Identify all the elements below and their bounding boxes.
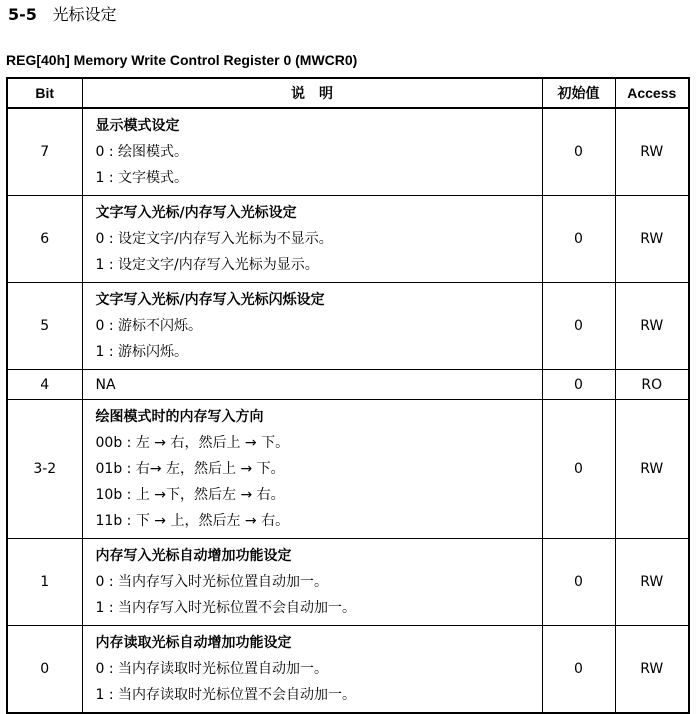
description-cell <box>82 539 542 626</box>
bit-cell: 0 <box>7 626 82 714</box>
bit-cell: 6 <box>7 196 82 283</box>
section-number: 5-5 <box>8 5 37 24</box>
initial-value-cell: 0 <box>542 283 615 370</box>
initial-value-cell: 0 <box>542 400 615 539</box>
description-title: 显示模式设定 <box>95 118 180 134</box>
initial-value-cell: 0 <box>542 108 615 196</box>
access-cell: RW <box>615 626 689 714</box>
bit-cell: 7 <box>7 108 82 196</box>
description-line: 0 : 当内存写入时光标位置自动加一。 <box>95 574 329 590</box>
header-access: Access <box>615 78 689 108</box>
header-initial-value: 初始值 <box>542 78 615 108</box>
description-line: 1 : 当内存写入时光标位置不会自动加一。 <box>95 600 357 616</box>
description-cell <box>82 196 542 283</box>
description-line: 1 : 设定文字/内存写入光标为显示。 <box>95 257 319 273</box>
description-line: 0 : 设定文字/内存写入光标为不显示。 <box>95 231 333 247</box>
description-title: 文字写入光标/内存写入光标闪烁设定 <box>95 292 325 308</box>
description-cell <box>82 108 542 196</box>
initial-value-cell: 0 <box>542 196 615 283</box>
description-line: NA <box>95 377 116 393</box>
table-row <box>7 539 689 626</box>
table-header-row <box>7 78 689 108</box>
register-title: REG[40h] Memory Write Control Register 0 (MWCR0) <box>6 52 358 68</box>
description-line: 1 : 当内存读取时光标位置不会自动加一。 <box>95 687 357 703</box>
description-cell <box>82 370 542 400</box>
initial-value-cell: 0 <box>542 370 615 400</box>
access-cell: RW <box>615 539 689 626</box>
table-body <box>7 108 689 713</box>
initial-value-cell: 0 <box>542 539 615 626</box>
register-table <box>6 77 690 714</box>
table-row <box>7 283 689 370</box>
description-title: 内存读取光标自动增加功能设定 <box>95 635 292 651</box>
header-bit: Bit <box>7 78 82 108</box>
header-description: 说 明 <box>82 78 542 108</box>
description-title: 文字写入光标/内存写入光标设定 <box>95 205 297 221</box>
access-cell: RW <box>615 108 689 196</box>
bit-cell: 5 <box>7 283 82 370</box>
description-line: 1 : 游标闪烁。 <box>95 344 189 360</box>
access-cell: RW <box>615 400 689 539</box>
table-row <box>7 370 689 400</box>
description-cell <box>82 400 542 539</box>
access-cell: RW <box>615 283 689 370</box>
bit-cell: 4 <box>7 370 82 400</box>
section-heading <box>8 2 117 25</box>
description-cell <box>82 626 542 714</box>
section-title: 光标设定 <box>52 5 117 24</box>
description-title: 绘图模式时的内存写入方向 <box>95 409 264 425</box>
description-line: 0 : 当内存读取时光标位置自动加一。 <box>95 661 329 677</box>
table-row <box>7 196 689 283</box>
access-cell: RO <box>615 370 689 400</box>
description-line: 0 : 游标不闪烁。 <box>95 318 203 334</box>
description-cell <box>82 283 542 370</box>
description-line: 00b : 左 → 右，然后上 → 下。 <box>95 435 290 451</box>
description-line: 1 : 文字模式。 <box>95 170 189 186</box>
description-title: 内存写入光标自动增加功能设定 <box>95 548 292 564</box>
description-line: 01b : 右→ 左，然后上 → 下。 <box>95 461 285 477</box>
bit-cell: 3-2 <box>7 400 82 539</box>
access-cell: RW <box>615 196 689 283</box>
description-line: 0 : 绘图模式。 <box>95 144 189 160</box>
description-line: 10b : 上 →下，然后左 → 右。 <box>95 487 285 503</box>
table-row <box>7 626 689 714</box>
initial-value-cell: 0 <box>542 626 615 714</box>
table-row <box>7 108 689 196</box>
bit-cell: 1 <box>7 539 82 626</box>
description-line: 11b : 下 → 上，然后左 → 右。 <box>95 513 290 529</box>
table-row <box>7 400 689 539</box>
